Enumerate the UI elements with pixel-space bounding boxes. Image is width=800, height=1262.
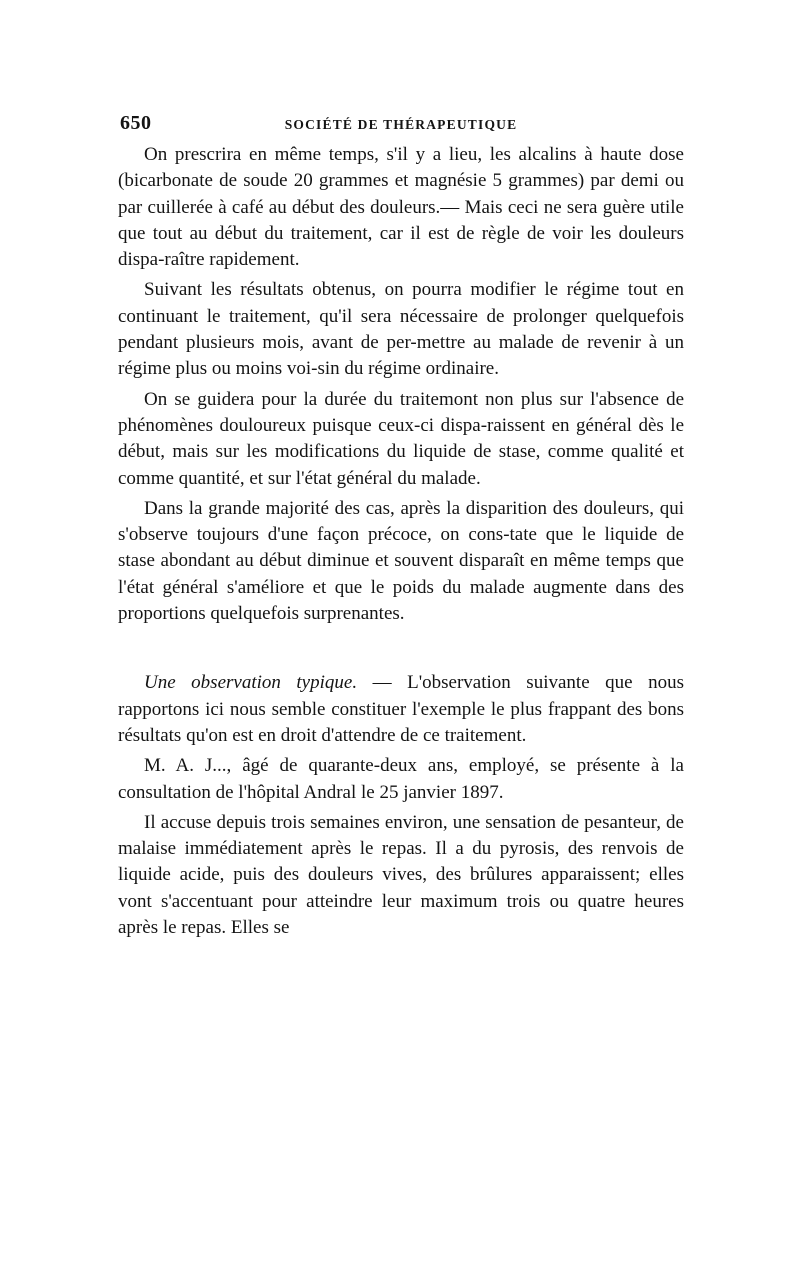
running-title: SOCIÉTÉ DE THÉRAPEUTIQUE <box>284 117 518 132</box>
page-number: 650 <box>120 112 152 134</box>
paragraph-symptoms: Il accuse depuis trois semaines environ, une sensation de pesanteur, de malaise immédiatement après le repas. Il a du pyrosis, des renvois de liquide acide, puis des douleurs vives, des brûlures apparaissent; elles vont s'accentuant pour atteindre leur maximum trois ou quatre heures après le repas. Elles se <box>118 811 684 939</box>
paragraph-case-intro <box>118 753 684 806</box>
paragraph-results: Dans la grande majorité des cas, après la disparition des douleurs, qui s'observe toujours d'une façon précoce, on cons-tate que le liquide de stase abondant au début diminue et souvent disparaît en même temps que l'état général s'améliore et que le poids du malade augmente dans des proportions quelquefois surprenantes. <box>118 497 684 625</box>
book-page <box>118 112 684 941</box>
case-intro-text: âgé de quarante-deux ans, employé, se présente à la consultation de l'hôpital Andral le 25 janvier 1897. <box>118 755 684 803</box>
paragraph-alkalins: On prescrira en même temps, s'il y a lieu, les alcalins à haute dose (bicarbonate de soude 20 grammes et magnésie 5 grammes) par demi ou par cuillerée à café au début des douleurs.— Mais ceci ne sera guère utile que tout au début du traitement, car il est de règle de voir les douleurs dispa-raître rapidement. <box>118 144 684 271</box>
paragraph-regime: Suivant les résultats obtenus, on pourra modifier le régime tout en continuant le traitement, qu'il sera nécessaire de prolonger quelquefois pendant plusieurs mois, avant de per-mettre au malade de revenir à un régime plus ou moins voi-sin du régime ordinaire. <box>118 279 684 380</box>
running-head <box>118 112 684 142</box>
patient-name: M. A. J..., <box>144 755 232 777</box>
run-in-title: Une observation typique. <box>144 672 358 694</box>
paragraph-duration: On se guidera pour la durée du traitemont non plus sur l'absence de phénomènes douloureux puisque ceux-ci dispa-raissent en général dès le début, mais sur les modifications du liquide de stase, comme qualité et comme quantité, et sur l'état général du malade. <box>118 388 684 489</box>
body-text <box>118 142 684 941</box>
observation-lead-text: — L'observation suivante que nous rapportons ici nous semble constituer l'exemple le plus frappant des bons résultats qu'on est en droit d'attendre de ce traitement. <box>118 672 684 746</box>
paragraph-typical-observation <box>118 670 684 749</box>
